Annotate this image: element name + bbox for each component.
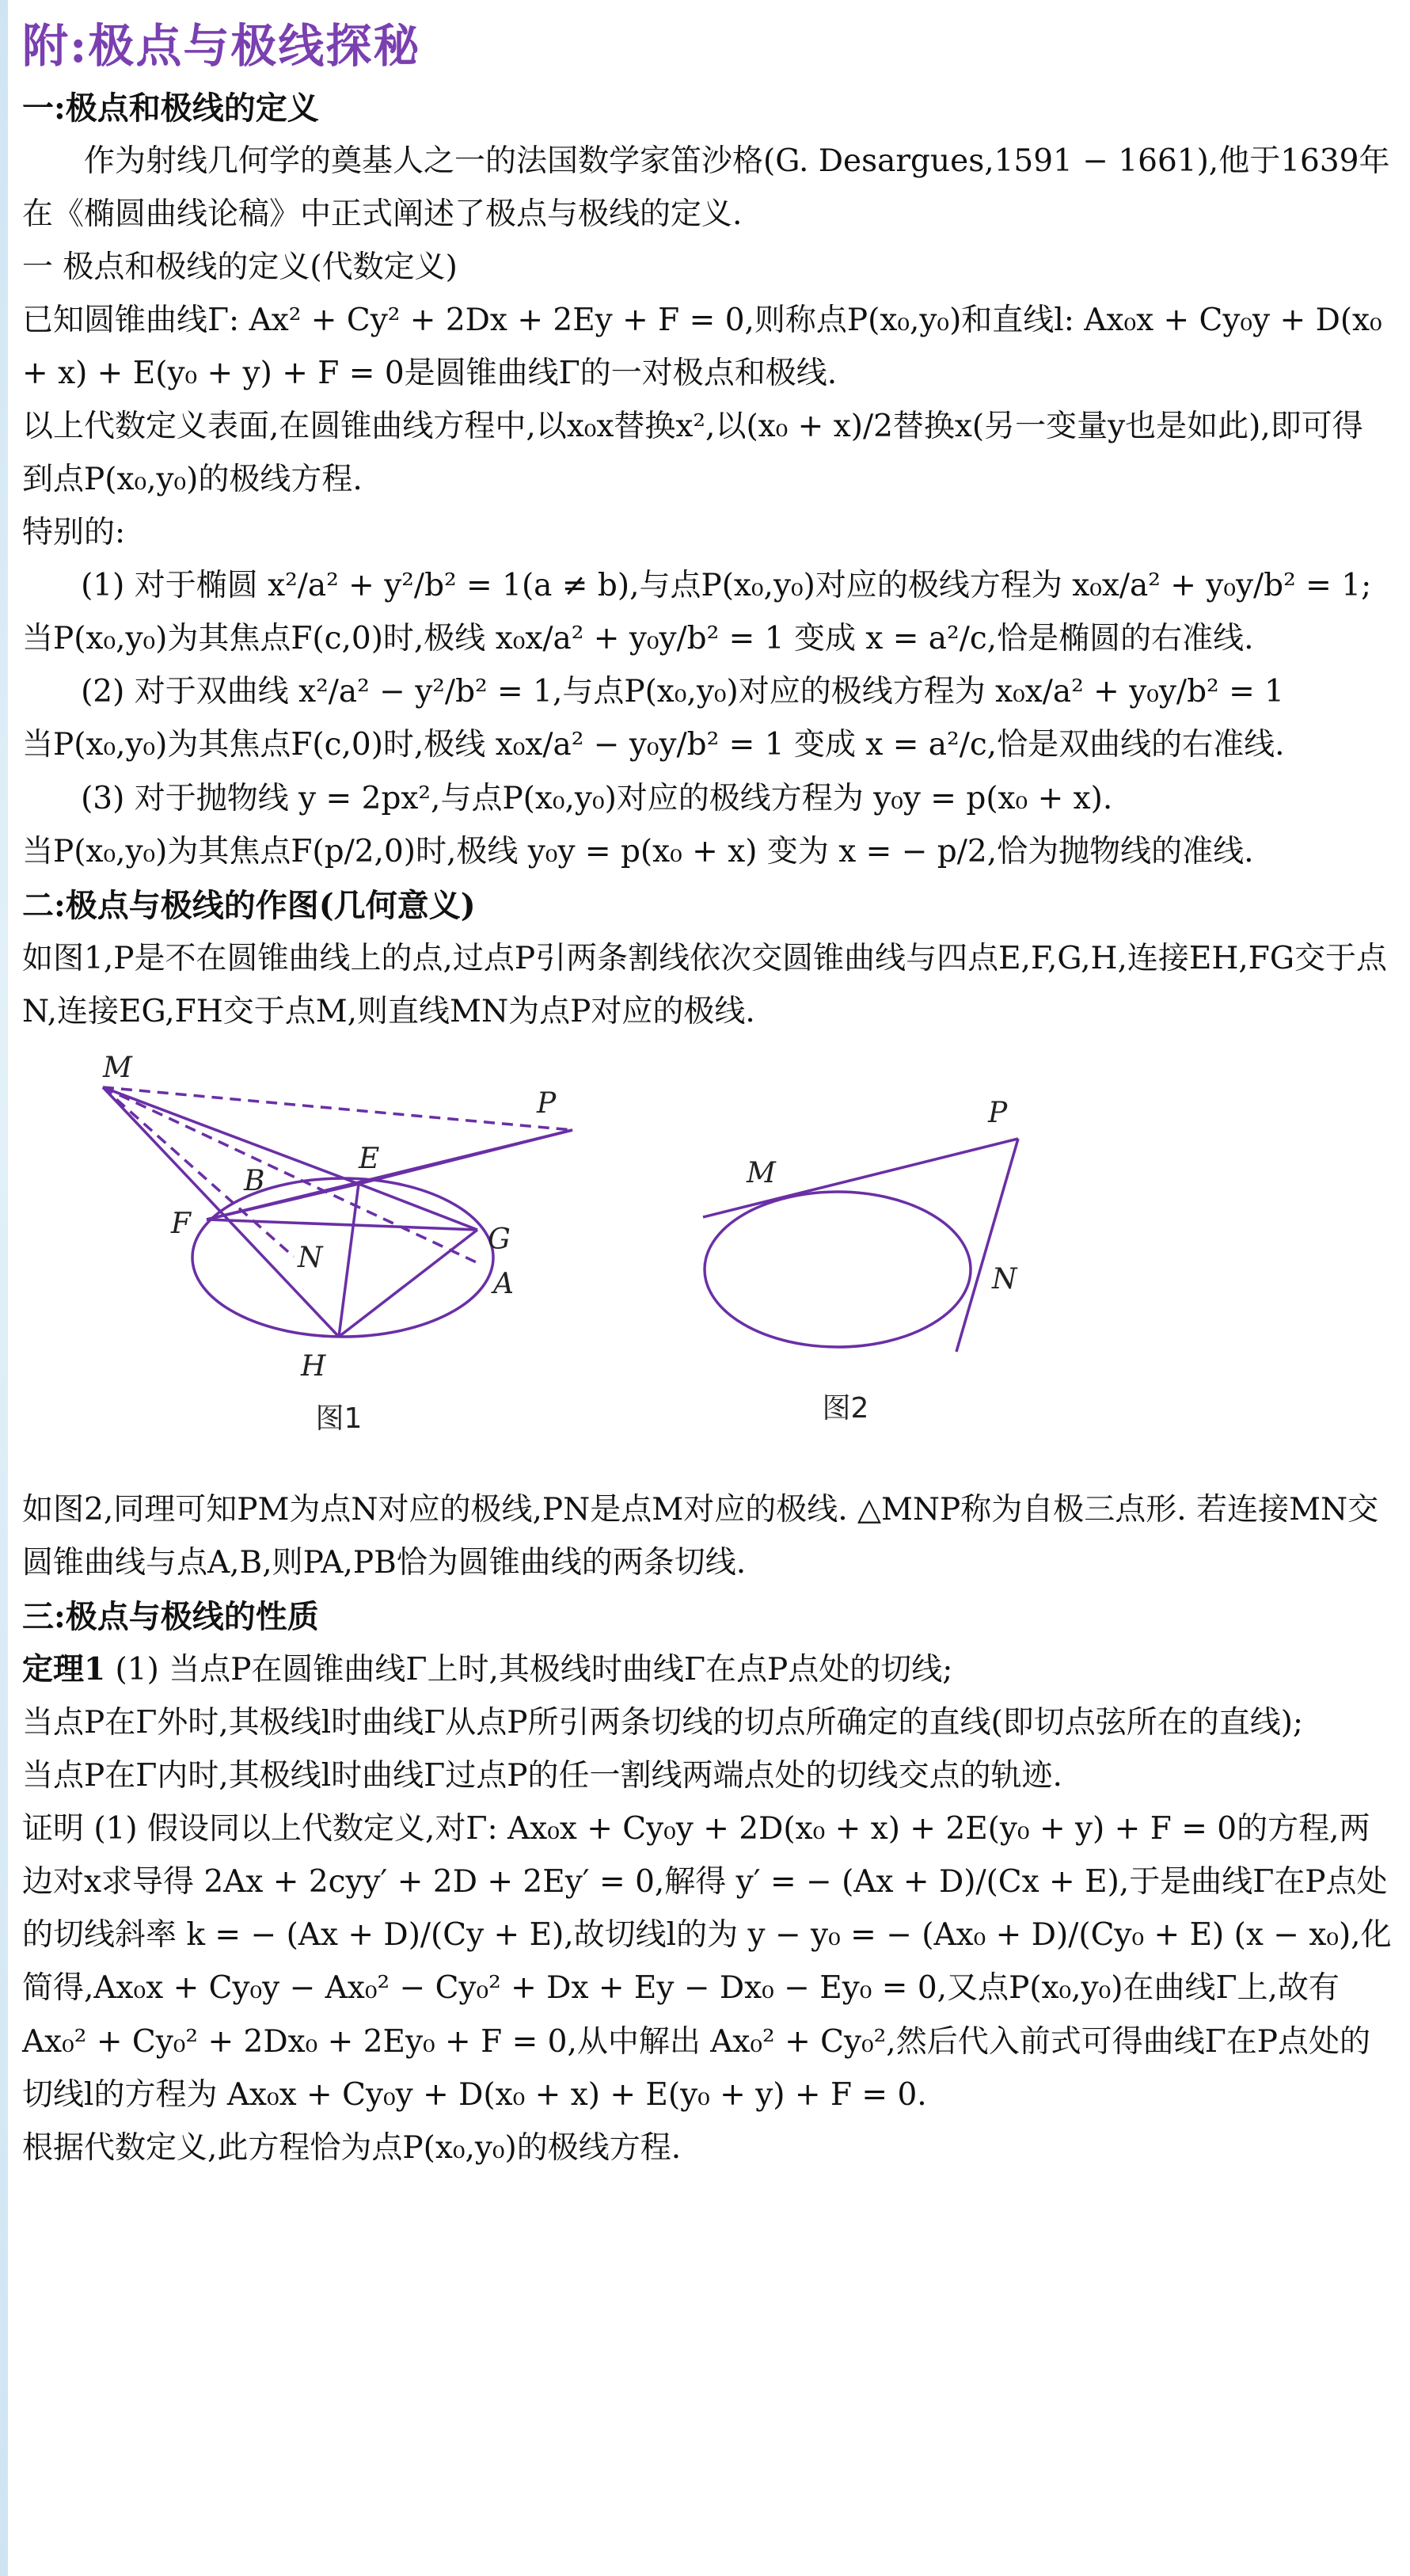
theorem-1-text: (1) 当点P在圆锥曲线Γ上时,其极线时曲线Γ在点P点处的切线;: [115, 1652, 953, 1688]
fig2-label-p: P: [988, 1096, 1008, 1129]
fig2-tangent-pn: [956, 1139, 1018, 1352]
ellipse-focus-case: 当P(x₀,y₀)为其焦点F(c,0)时,极线 x₀x/a² + y₀y/b² = 1 变成 x = a²/c,恰是椭圆的右准线.: [22, 621, 1254, 657]
fig1-label-n: N: [298, 1241, 323, 1274]
hyperbola-case: (2) 对于双曲线 x²/a² − y²/b² = 1,与点P(x₀,y₀)对应的极线方程为 x₀x/a² + y₀y/b² = 1: [81, 674, 1284, 710]
figures-block: [22, 1049, 1392, 1461]
fig1-line-ma: [103, 1087, 481, 1265]
fig1-line-mh: [103, 1087, 339, 1337]
fig1-label-e: E: [359, 1142, 380, 1175]
fig1-line-mp: [103, 1087, 572, 1130]
theorem-1: [22, 1643, 1392, 1696]
section-heading-construction: 二:极点与极线的作图(几何意义): [22, 886, 476, 924]
hyperbola-focus-case: 当P(x₀,y₀)为其焦点F(c,0)时,极线 x₀x/a² − y₀y/b² = 1 变成 x = a²/c,恰是双曲线的右准线.: [22, 727, 1285, 763]
fig1-line-me: [103, 1087, 359, 1184]
section-heading-definition: 一:极点和极线的定义: [22, 89, 319, 127]
fig1-label-m: M: [103, 1051, 132, 1084]
proof-paragraph: 证明 (1) 假设同以上代数定义,对Γ: Ax₀x + Cy₀y + 2D(x₀ + x) + 2E(y₀ + y) + F = 0的方程,两边对x求导得 2Ax + 2cyy′ + 2D + 2Ey′ = 0,解得 y′ = − (Ax + D)/(Cx + E),于是曲线Γ在P点处的切线斜率 k = − (Ax + D)/(Cy + E),故切线l的为 y − y₀ = − (Ax₀ + D)/(Cy₀ + E) (x − x₀),化简得,Ax₀x + Cy₀y − Ax₀² − Cy₀² + Dx + Ey − Dx₀ − Ey₀ = 0,又点P(x₀,y₀)在曲线Γ上,故有 Ax₀² + Cy₀² + 2Dx₀ + 2Ey₀ + F = 0,从中解出 Ax₀² + Cy₀²,然后代入前式可得曲线Γ在P点处的切线l的方程为 Ax₀x + Cy₀y + D(x₀ + x) + E(y₀ + y) + F = 0.: [22, 1811, 1392, 2113]
left-edge-strip: [0, 0, 8, 2576]
fig1-label-f: F: [171, 1207, 191, 1240]
fig1-label-b: B: [244, 1164, 265, 1197]
fig1-label-g: G: [488, 1223, 511, 1256]
special-cases-label: 特别的:: [22, 515, 126, 551]
fig1-line-fe: [207, 1184, 359, 1220]
fig1-line-mn: [103, 1087, 294, 1257]
algebraic-definition-subheading: 一 极点和极线的定义(代数定义): [22, 249, 458, 285]
ellipse-case: (1) 对于椭圆 x²/a² + y²/b² = 1(a ≠ b),与点P(x₀,y₀)对应的极线方程为 x₀x/a² + y₀y/b² = 1;: [81, 568, 1372, 604]
substitution-rule-paragraph: 以上代数定义表面,在圆锥曲线方程中,以x₀x替换x²,以(x₀ + x)/2替换x(另一变量y也是如此),即可得到点P(x₀,y₀)的极线方程.: [22, 408, 1363, 498]
fig2-label-n: N: [992, 1262, 1017, 1296]
fig1-line-gh: [339, 1230, 477, 1337]
document-page: [22, 19, 1392, 2175]
theorem-inside-case: 当点P在Γ内时,其极线l时曲线Γ过点P的任一割线两端点处的切线交点的轨迹.: [22, 1758, 1062, 1794]
fig2-label-m: M: [747, 1156, 776, 1189]
parabola-focus-case: 当P(x₀,y₀)为其焦点F(p/2,0)时,极线 y₀y = p(x₀ + x) 变为 x = − p/2,恰为抛物线的准线.: [22, 833, 1254, 869]
fig2-ellipse: [705, 1192, 971, 1347]
parabola-case: (3) 对于抛物线 y = 2px²,与点P(x₀,y₀)对应的极线方程为 y₀y = p(x₀ + x).: [81, 780, 1113, 816]
theorem-outside-case: 当点P在Γ外时,其极线l时曲线Γ从点P所引两条切线的切点所确定的直线(即切点弦所在的直线);: [22, 1705, 1304, 1741]
theorem-1-label: 定理1: [22, 1651, 106, 1688]
page-title: 附:极点与极线探秘: [22, 19, 421, 73]
fig1-label-a: A: [493, 1267, 514, 1300]
fig1-label-h: H: [301, 1349, 326, 1383]
fig1-line-eh: [339, 1184, 359, 1337]
fig1-line-fg: [207, 1220, 477, 1230]
section-heading-properties: 三:极点与极线的性质: [22, 1598, 319, 1635]
fig1-caption: 图1: [315, 1402, 363, 1435]
fig1-line-ep: [359, 1130, 572, 1184]
figure2-paragraph: 如图2,同理可知PM为点N对应的极线,PN是点M对应的极线. △MNP称为自极三点形. 若连接MN交圆锥曲线与点A,B,则PA,PB恰为圆锥曲线的两条切线.: [22, 1491, 1379, 1581]
figures-svg: [22, 1049, 1392, 1461]
construction-paragraph: 如图1,P是不在圆锥曲线上的点,过点P引两条割线依次交圆锥曲线与四点E,F,G,H,连接EH,FG交于点N,连接EG,FH交于点M,则直线MN为点P对应的极线.: [22, 940, 1387, 1029]
fig2-caption: 图2: [822, 1391, 869, 1425]
figure-1-labels: [102, 1052, 557, 1383]
definition-paragraph: 已知圆锥曲线Γ: Ax² + Cy² + 2Dx + 2Ey + F = 0,则称点P(x₀,y₀)和直线l: Ax₀x + Cy₀y + D(x₀ + x) + E(y₀ + y) + F = 0是圆锥曲线Γ的一对极点和极线.: [22, 302, 1382, 391]
intro-paragraph: 作为射线几何学的奠基人之一的法国数学家笛沙格(G. Desargues,1591 − 1661),他于1639年在《椭圆曲线论稿》中正式阐述了极点与极线的定义.: [22, 143, 1390, 232]
conclusion-paragraph: 根据代数定义,此方程恰为点P(x₀,y₀)的极线方程.: [22, 2129, 682, 2166]
fig1-label-p: P: [537, 1086, 557, 1120]
